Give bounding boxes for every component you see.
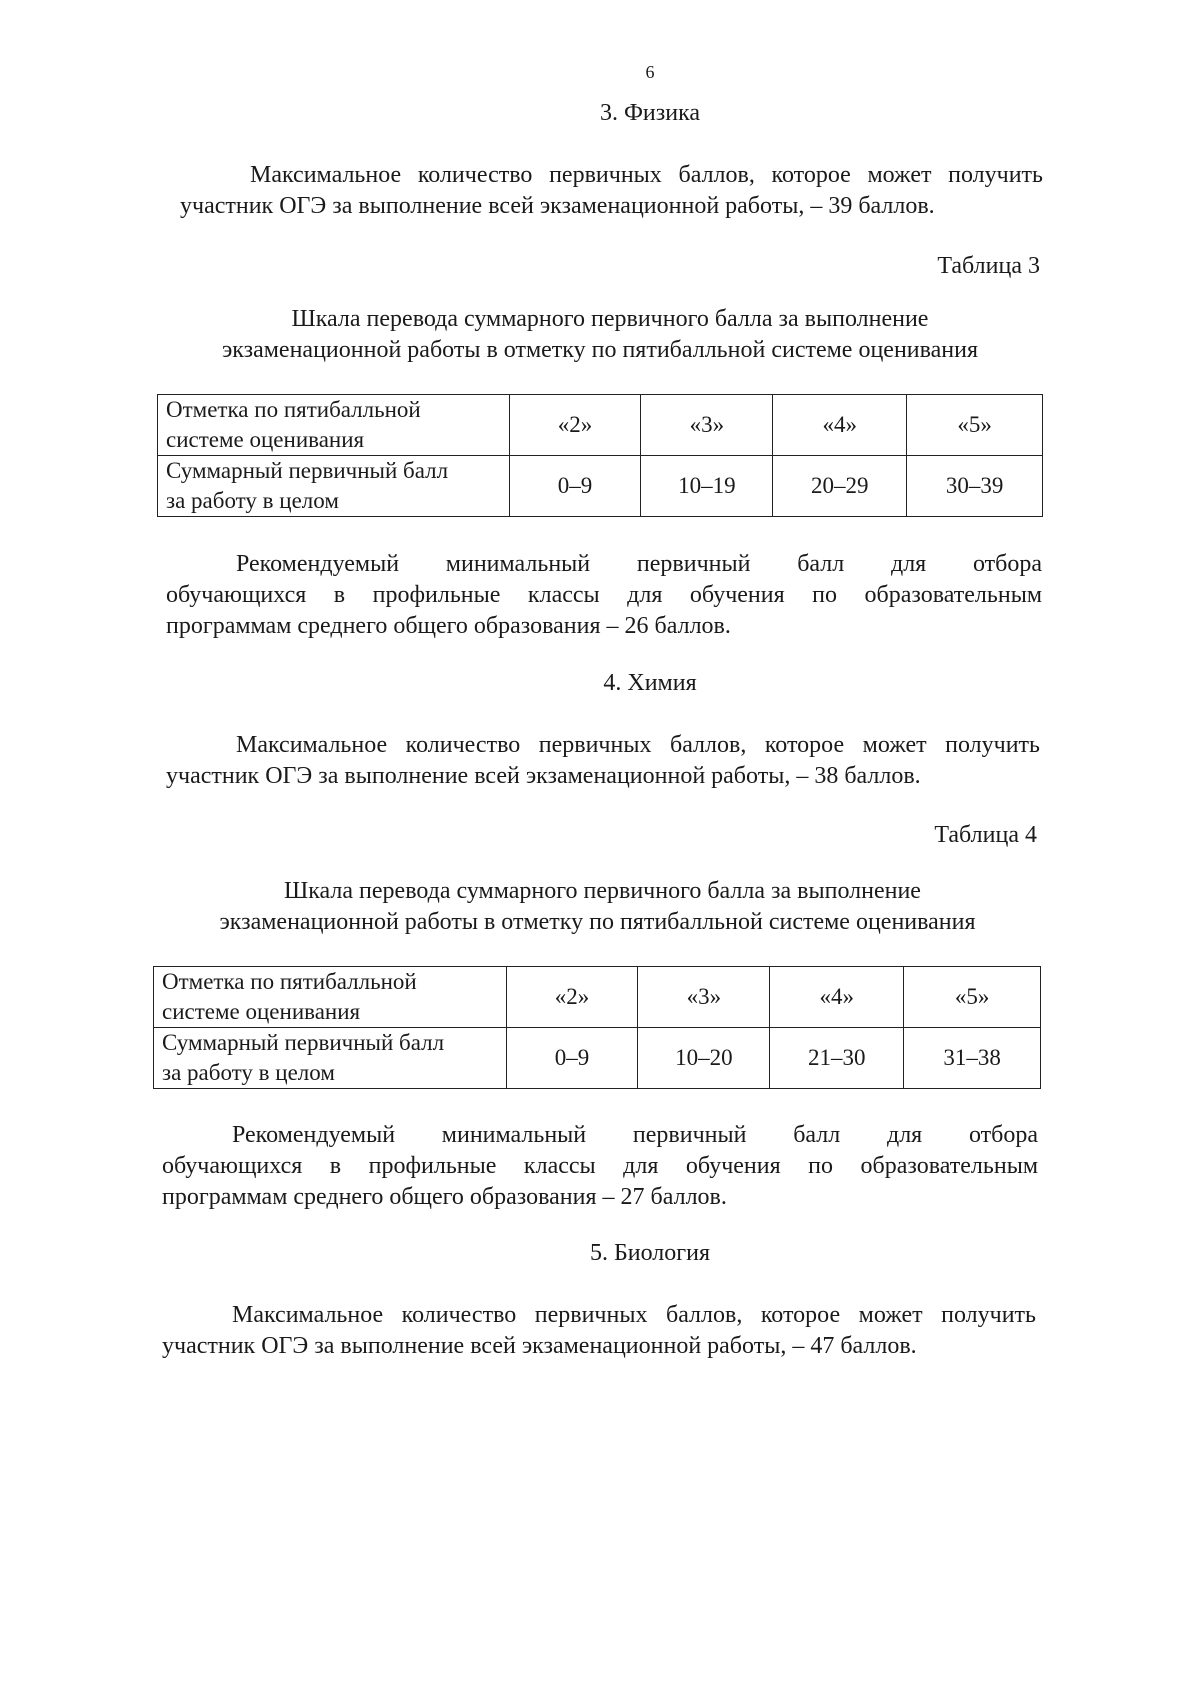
score-range-cell: 21–30 xyxy=(770,1028,904,1089)
score-range-cell: 20–29 xyxy=(773,456,907,517)
table-label-4: Таблица 4 xyxy=(934,822,1037,848)
table-row xyxy=(158,395,1043,456)
paragraph-line: участник ОГЭ за выполнение всей экзаменационной работы, – 39 баллов. xyxy=(180,193,935,219)
physics-max-score-paragraph xyxy=(180,160,1043,222)
grade-table-physics xyxy=(157,394,1043,517)
score-range-cell: 10–19 xyxy=(641,456,773,517)
section-heading-chemistry: 4. Химия xyxy=(603,670,697,696)
paragraph-line: Рекомендуемый минимальный первичный балл для отбора xyxy=(232,1122,1038,1148)
section-heading-physics: 3. Физика xyxy=(599,100,701,126)
caption-line: Шкала перевода суммарного первичного балла за выполнение xyxy=(284,878,921,904)
chemistry-max-score-paragraph xyxy=(166,730,1040,792)
paragraph-line: участник ОГЭ за выполнение всей экзаменационной работы, – 47 баллов. xyxy=(162,1333,917,1359)
page-number: 6 xyxy=(645,62,655,82)
table-row xyxy=(158,456,1043,517)
chemistry-recommendation-paragraph xyxy=(162,1120,1038,1213)
paragraph-line: обучающихся в профильные классы для обучения по образовательным xyxy=(166,582,1042,608)
grade-table-chemistry xyxy=(153,966,1041,1089)
score-range-cell: 0–9 xyxy=(506,1028,638,1089)
grade-cell: «3» xyxy=(641,395,773,456)
grade-cell: «2» xyxy=(509,395,641,456)
paragraph-line: программам среднего общего образования – 26 баллов. xyxy=(166,613,731,639)
table-label-3: Таблица 3 xyxy=(937,253,1040,279)
caption-line: Шкала перевода суммарного первичного балла за выполнение xyxy=(291,306,929,332)
row-header-grade: Отметка по пятибалльной системе оценивания xyxy=(158,395,510,456)
paragraph-line: обучающихся в профильные классы для обучения по образовательным xyxy=(162,1153,1038,1179)
score-range-cell: 10–20 xyxy=(638,1028,770,1089)
table-caption-4 xyxy=(150,876,1045,938)
grade-cell: «4» xyxy=(773,395,907,456)
table-caption-3 xyxy=(150,304,1050,366)
score-range-cell: 31–38 xyxy=(904,1028,1041,1089)
paragraph-line: Рекомендуемый минимальный первичный балл для отбора xyxy=(236,551,1042,577)
grade-cell: «3» xyxy=(638,967,770,1028)
paragraph-line: Максимальное количество первичных баллов, которое может получить xyxy=(236,732,1040,758)
row-header-score: Суммарный первичный балл за работу в целом xyxy=(154,1028,507,1089)
paragraph-line: программам среднего общего образования – 27 баллов. xyxy=(162,1184,727,1210)
caption-line: экзаменационной работы в отметку по пятибалльной системе оценивания xyxy=(219,909,976,935)
biology-max-score-paragraph xyxy=(162,1300,1036,1362)
row-header-grade: Отметка по пятибалльной системе оценивания xyxy=(154,967,507,1028)
caption-line: экзаменационной работы в отметку по пятибалльной системе оценивания xyxy=(221,337,979,363)
grade-cell: «5» xyxy=(904,967,1041,1028)
physics-recommendation-paragraph xyxy=(166,549,1042,642)
section-heading-biology: 5. Биология xyxy=(589,1240,710,1266)
grade-cell: «5» xyxy=(907,395,1043,456)
score-range-cell: 30–39 xyxy=(907,456,1043,517)
paragraph-line: Максимальное количество первичных баллов, которое может получить xyxy=(232,1302,1036,1328)
grade-cell: «2» xyxy=(506,967,638,1028)
table-row xyxy=(154,967,1041,1028)
paragraph-line: Максимальное количество первичных баллов, которое может получить xyxy=(250,162,1043,188)
paragraph-line: участник ОГЭ за выполнение всей экзаменационной работы, – 38 баллов. xyxy=(166,763,921,789)
score-range-cell: 0–9 xyxy=(509,456,641,517)
grade-cell: «4» xyxy=(770,967,904,1028)
table-row xyxy=(154,1028,1041,1089)
row-header-score: Суммарный первичный балл за работу в целом xyxy=(158,456,510,517)
